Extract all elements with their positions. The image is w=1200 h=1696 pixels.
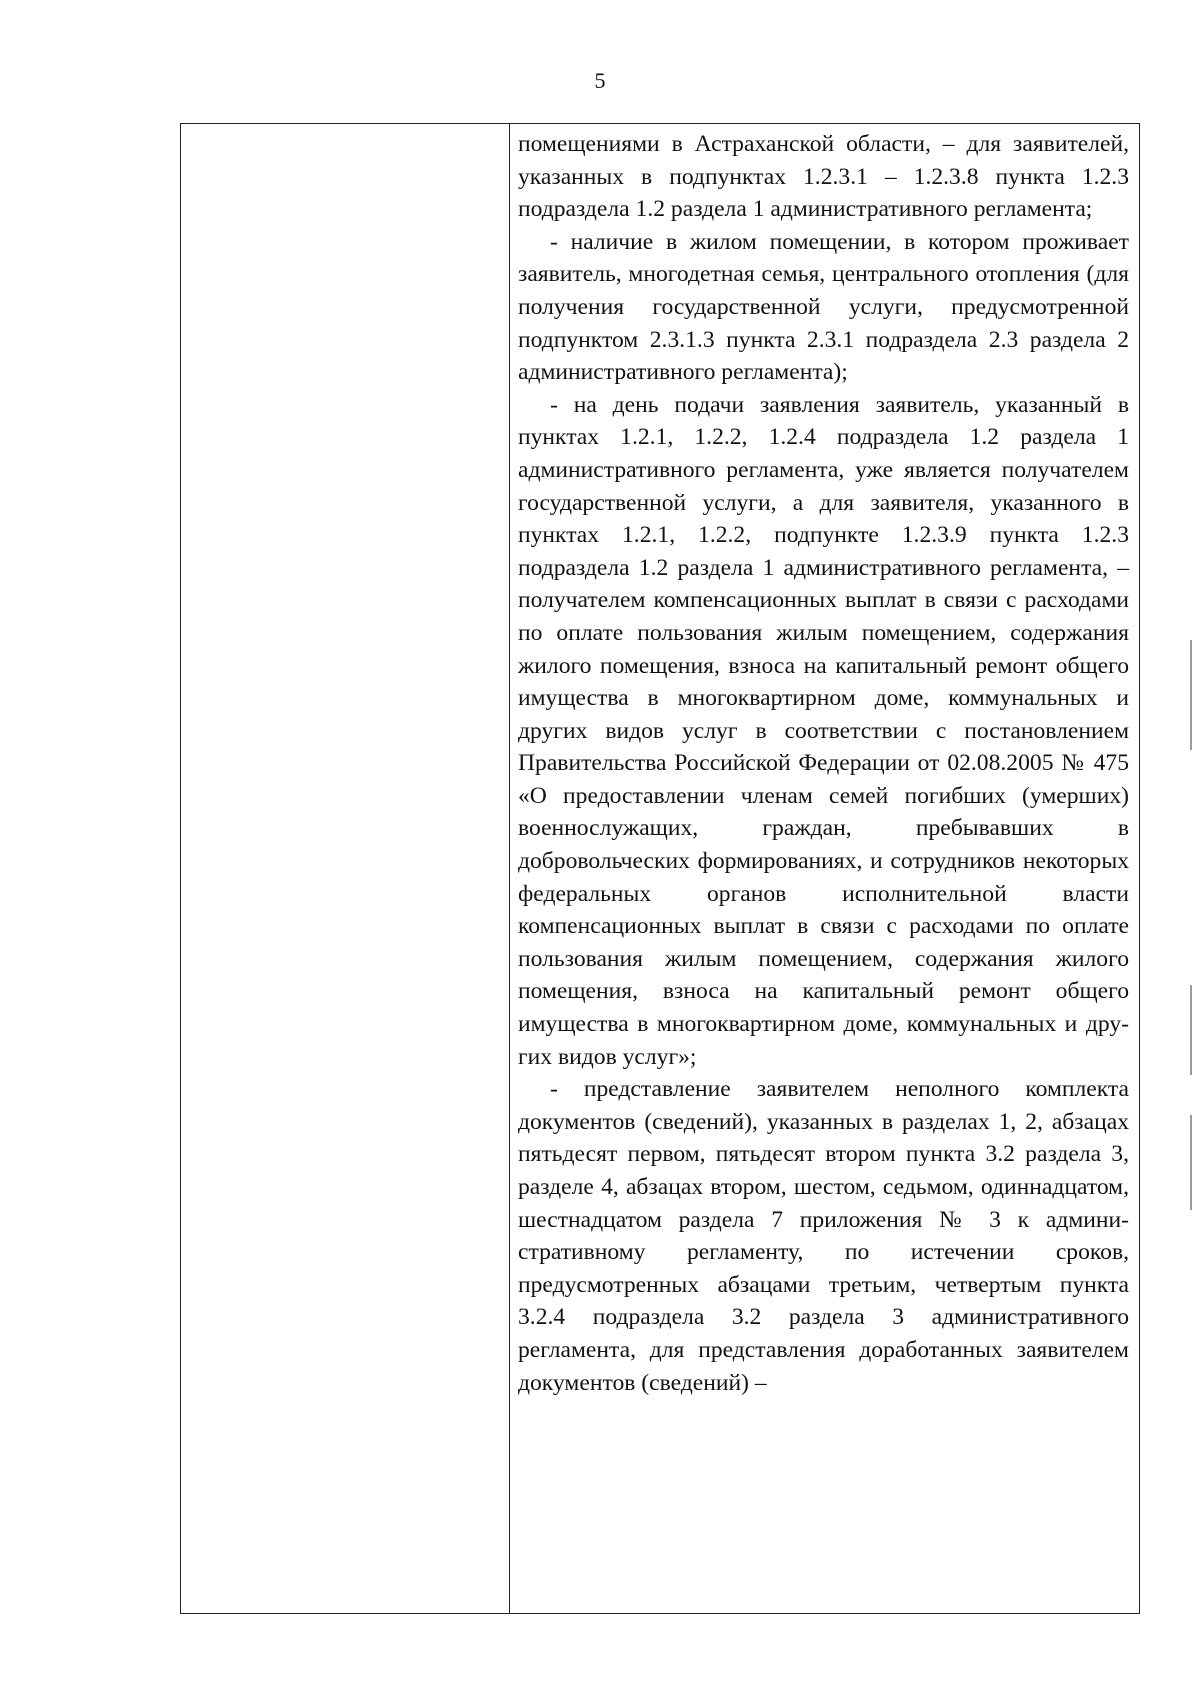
table-left-cell [181,124,510,1613]
document-table [180,123,1140,1614]
paragraph-existing-recipient: - на день подачи заявления заявитель, указанный в пунктах 1.2.1, 1.2.2, 1.2.4 подраздела 1.2 раздела 1 административного регламента, уже является получателем государственной услуги, а для заявителя, указанного в пунктах 1.2.1, 1.2.2, подпункте 1.2.3.9 пункта 1.2.3 подраздела 1.2 раздела 1 административного регламента, – получателем компенсационных выплат в связи с расходами по оплате пользования жилым помещением, содержания жилого помещения, взноса на капитальный ремонт общего имущества в многоквартирном доме, коммунальных и других видов услуг в соответствии с постановлением Правительства Российской Федерации от 02.08.2005 № 475 «О предоставлении членам семей погибших (умерших) военнослужащих, граждан, пребывавших в добровольческих формированиях, и сотрудников некоторых федеральных органов исполнительной власти компенсационных выплат в связи с расходами по оплате пользования жилым помещением, содержания жилого помещения, взноса на капитальный ремонт общего имущества в многоквартирном доме, коммунальных и других видов услуг»; [518,391,1129,1070]
paragraph-central-heating: - наличие в жилом помещении, в котором проживает заявитель, многодетная семья, центрального отопления (для получения государственной услуги, предусмотренной подпунктом 2.3.1.3 пункта 2.3.1 подраздела 2.3 раздела 2 административного регламента); [518,228,1129,386]
scan-artifact [1190,640,1192,750]
scan-artifact [1190,1115,1192,1210]
paragraph-continuation: помещениями в Астраханской области, – для заявителей, указанных в подпунктах 1.2.3.1 – 1.2.3.8 пункта 1.2.3 подраздела 1.2 раздела 1 административного регламента; [518,131,1129,223]
paragraph-incomplete-documents: - представление заявителем неполного комплекта документов (сведений), указанных в разделах 1, 2, абзацах пятьдесят первом, пятьдесят втором пункта 3.2 раздела 3, разделе 4, абзацах втором, шестом, седьмом, одиннадцатом, шестнадцатом раздела 7 приложения № 3 к административному регламенту, по истечении сроков, предусмотренных абзацами третьим, четвертым пункта 3.2.4 подраздела 3.2 раздела 3 административного регламента, для представления доработанных заявителем документов (сведений) – [518,1076,1129,1396]
table-right-cell [510,124,1139,1613]
page-number: 5 [594,68,606,93]
scan-artifact [1190,985,1192,1075]
